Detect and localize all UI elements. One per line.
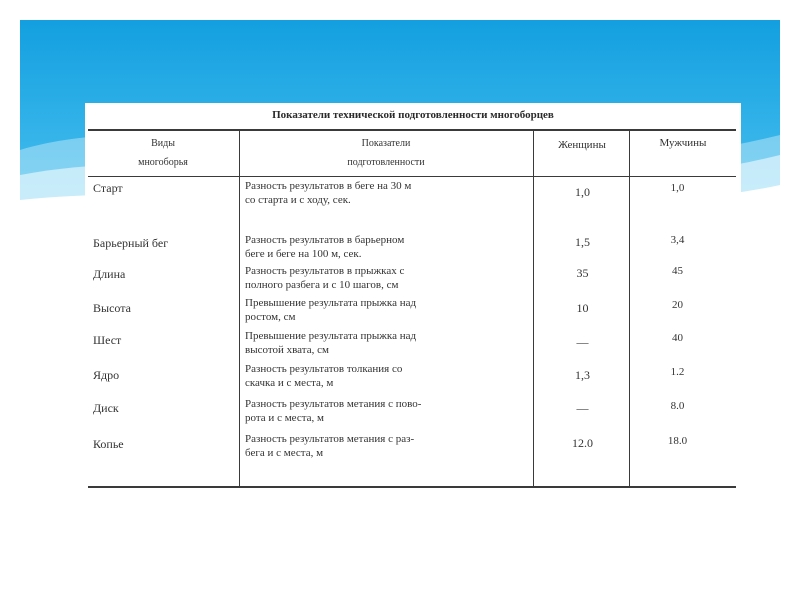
row-1-desc-line1: Разность результатов в беге на 30 м [245, 180, 412, 192]
row-2-men: 3,4 [670, 234, 685, 246]
row-7-desc-line1: Разность результатов метания с пово- [245, 398, 422, 410]
bottom-border [88, 486, 736, 488]
row-1-sport: Старт [93, 181, 123, 195]
header-indicator [241, 137, 531, 169]
scanned-table-document [85, 103, 741, 503]
row-5-desc-line1: Превышение результата прыжка над [245, 330, 417, 342]
row-2-desc-line2: беге и беге на 100 м, сек. [245, 248, 362, 260]
row-7-sport: Диск [93, 401, 119, 415]
header-sport-line1: Виды [151, 138, 175, 149]
header-sport [89, 137, 237, 169]
row-8-women: 12.0 [572, 436, 593, 450]
row-7-desc-line2: рота и с места, м [245, 412, 324, 424]
row-6-desc-line1: Разность результатов толкания со [245, 363, 403, 375]
row-6-sport: Ядро [93, 368, 120, 382]
row-4-women: 10 [576, 301, 589, 315]
row-3-desc-line1: Разность результатов в прыжках с [245, 265, 405, 277]
top-border [88, 129, 736, 131]
row-5-desc-line2: высотой хвата, см [245, 344, 329, 356]
row-1-men: 1,0 [670, 182, 685, 194]
row-8-sport: Копье [93, 437, 124, 451]
row-2-sport: Барьерный бег [93, 236, 169, 250]
row-3-description [245, 264, 535, 292]
row-6-desc-line2: скачка и с места, м [245, 377, 334, 389]
row-8-men: 18.0 [667, 435, 688, 447]
row-6-description [245, 362, 535, 390]
header-women: Женщины [558, 139, 606, 151]
row-2-desc-line1: Разность результатов в барьерном [245, 234, 405, 246]
row-4-men: 20 [672, 299, 683, 311]
table-title: Показатели технической подготовленности многоборцев [272, 109, 554, 121]
row-3-sport: Длина [93, 267, 126, 281]
row-4-sport: Высота [93, 301, 131, 315]
row-2-women: 1,5 [575, 235, 590, 249]
row-3-desc-line2: полного разбега и с 10 шагов, см [245, 279, 399, 291]
row-1-description [245, 179, 535, 207]
row-5-description [245, 329, 535, 357]
row-6-women: 1,3 [575, 368, 590, 382]
row-2-description [245, 233, 535, 261]
row-8-desc-line2: бега и с места, м [245, 447, 324, 459]
row-8-desc-line1: Разность результатов метания с раз- [245, 433, 415, 445]
row-7-women: — [576, 401, 589, 415]
row-4-desc-line1: Превышение результата прыжка над [245, 297, 417, 309]
row-4-description [245, 296, 535, 324]
header-indicator-line2: подготовленности [347, 157, 425, 168]
row-4-desc-line2: ростом, см [245, 311, 296, 323]
row-1-desc-line2: со старта и с ходу, сек. [245, 194, 351, 206]
row-8-description [245, 432, 535, 460]
row-1-women: 1,0 [575, 185, 590, 199]
row-6-men: 1.2 [670, 366, 685, 378]
row-5-women: — [576, 335, 589, 349]
column-divider-1 [239, 129, 240, 487]
row-7-description [245, 397, 535, 425]
header-men: Мужчины [659, 137, 707, 149]
row-3-men: 45 [672, 265, 683, 277]
row-7-men: 8.0 [670, 400, 685, 412]
row-5-men: 40 [672, 332, 683, 344]
header-border [88, 176, 736, 177]
header-sport-line2: многоборья [138, 157, 188, 168]
header-indicator-line1: Показатели [361, 138, 411, 149]
row-3-women: 35 [576, 266, 589, 280]
row-5-sport: Шест [93, 333, 122, 347]
